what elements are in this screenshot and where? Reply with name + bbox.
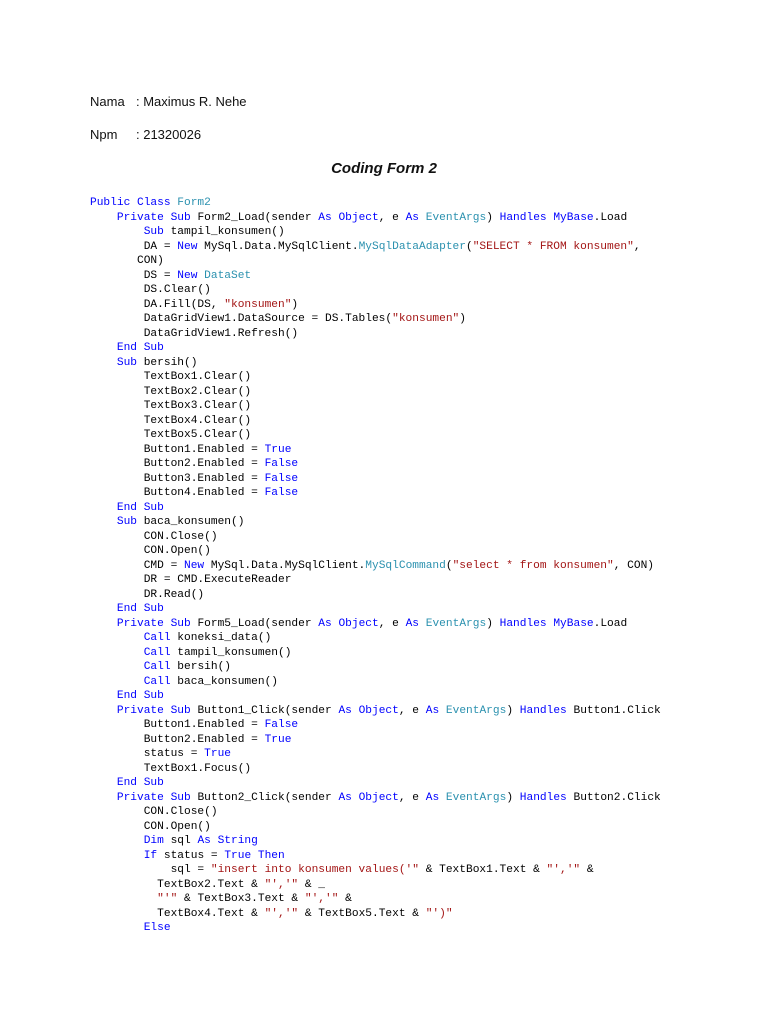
code-keyword: End Sub	[116, 342, 164, 354]
code-text: DS =	[90, 269, 178, 282]
code-text: &	[338, 893, 352, 905]
code-text: TextBox1.Clear()	[90, 371, 252, 383]
code-type: EventArgs	[445, 704, 507, 717]
code-keyword: As Object	[318, 211, 379, 224]
code-text: status =	[163, 849, 225, 862]
code-keyword: Call	[143, 646, 178, 659]
code-line	[90, 196, 661, 211]
code-text	[90, 893, 157, 905]
code-string: "')"	[425, 907, 453, 920]
code-line	[90, 327, 661, 342]
code-type: MySqlCommand	[365, 559, 446, 572]
code-keyword: Private Sub	[116, 704, 198, 717]
code-text: Button1.Enabled =	[90, 719, 265, 731]
code-text	[90, 835, 144, 847]
code-keyword: Private Sub	[116, 211, 198, 224]
code-keyword: As	[405, 211, 426, 224]
code-text	[90, 603, 117, 615]
code-line	[90, 704, 661, 719]
code-text: .Load	[593, 617, 628, 630]
code-keyword: True	[204, 748, 231, 760]
code-text: DR = CMD.ExecuteReader	[90, 574, 292, 586]
code-line	[90, 675, 661, 690]
code-keyword: New	[177, 240, 205, 253]
code-line	[90, 573, 661, 588]
code-type: EventArgs	[445, 791, 507, 804]
code-text	[90, 777, 117, 789]
code-text: baca_konsumen()	[177, 675, 279, 688]
code-keyword: True Then	[224, 849, 285, 862]
code-text: & _	[298, 878, 325, 891]
code-text: Form5_Load(sender	[197, 617, 319, 630]
code-line	[90, 689, 661, 704]
code-text: MySql.Data.MySqlClient.	[210, 559, 366, 572]
code-string: "konsumen"	[392, 313, 460, 325]
code-text: .Load	[593, 211, 628, 224]
code-text: baca_konsumen()	[143, 516, 245, 528]
nama-value: : Maximus R. Nehe	[136, 94, 247, 109]
code-text	[90, 632, 144, 644]
code-keyword: Private Sub	[116, 791, 198, 804]
code-text: , e	[378, 617, 406, 630]
code-text: CMD =	[90, 559, 184, 572]
code-line	[90, 762, 661, 777]
code-line	[90, 385, 661, 400]
code-keyword: True	[264, 733, 292, 746]
code-keyword: False	[264, 472, 299, 485]
code-text: CON.Open()	[90, 545, 211, 557]
code-text: Button1.Enabled =	[90, 443, 265, 456]
code-line	[90, 588, 661, 603]
code-line	[90, 921, 661, 936]
code-text: DA =	[90, 240, 178, 253]
code-text: TextBox2.Clear()	[90, 385, 252, 398]
code-string: "select * from konsumen"	[452, 559, 614, 572]
code-keyword: True	[264, 443, 292, 456]
code-text: )	[486, 617, 500, 630]
code-keyword: Dim	[143, 835, 171, 847]
code-line	[90, 820, 661, 835]
code-line	[90, 834, 661, 849]
code-keyword: New	[177, 269, 205, 282]
code-line	[90, 530, 661, 545]
code-line	[90, 544, 661, 559]
code-text: Button1.Click	[573, 704, 661, 717]
code-keyword: Private Sub	[116, 617, 198, 630]
code-string: "','"	[304, 893, 339, 905]
code-line	[90, 269, 661, 284]
code-text: , e	[398, 791, 426, 804]
code-text: & TextBox3.Text &	[177, 893, 305, 905]
code-text: )	[506, 791, 520, 804]
code-text: , CON)	[613, 559, 655, 572]
code-line	[90, 646, 661, 661]
code-line	[90, 733, 661, 748]
code-line	[90, 892, 661, 907]
code-line	[90, 341, 661, 356]
code-keyword: False	[264, 487, 299, 499]
code-line	[90, 399, 661, 414]
code-keyword: As Object	[338, 704, 399, 717]
code-text: )	[291, 298, 299, 311]
code-string: "konsumen"	[224, 298, 292, 311]
code-line	[90, 805, 661, 820]
code-text	[90, 212, 117, 224]
code-string: "','"	[264, 907, 299, 920]
code-text	[90, 226, 144, 238]
code-line	[90, 486, 661, 501]
code-text: )	[506, 704, 520, 717]
code-text	[90, 647, 144, 659]
code-line	[90, 718, 661, 733]
code-line	[90, 472, 661, 487]
code-text: TextBox4.Text &	[90, 907, 265, 920]
code-keyword: Sub	[116, 356, 144, 369]
code-text: CON.Close()	[90, 530, 218, 543]
code-string: "insert into konsumen values('"	[210, 864, 419, 876]
code-text: )	[486, 211, 500, 224]
code-line	[90, 283, 661, 298]
code-text: CON.Close()	[90, 806, 218, 818]
code-text: , e	[378, 211, 406, 224]
code-text: (	[465, 240, 473, 253]
npm-row	[90, 127, 201, 142]
code-text: TextBox1.Focus()	[90, 762, 252, 775]
code-type: Form2	[177, 197, 211, 209]
code-text	[90, 342, 117, 354]
code-keyword: Else	[143, 922, 171, 934]
code-text: Button2.Click	[573, 791, 661, 804]
code-keyword: End Sub	[116, 777, 164, 789]
code-line	[90, 878, 661, 893]
code-keyword: End Sub	[116, 501, 164, 514]
code-line	[90, 617, 661, 632]
code-keyword: Public Class	[90, 197, 178, 209]
code-line	[90, 356, 661, 371]
code-text: TextBox3.Clear()	[90, 400, 252, 412]
code-keyword: False	[264, 458, 299, 470]
code-keyword: As	[425, 704, 446, 717]
code-keyword: Handles MyBase	[499, 211, 594, 224]
code-text: ,	[633, 240, 641, 253]
code-line	[90, 660, 661, 675]
code-line	[90, 370, 661, 385]
code-keyword: Sub	[143, 226, 171, 238]
code-keyword: Call	[143, 661, 178, 673]
code-line	[90, 240, 661, 255]
code-text: DataGridView1.DataSource = DS.Tables(	[90, 313, 393, 325]
code-text: bersih()	[143, 356, 198, 369]
code-text	[90, 618, 117, 630]
code-line	[90, 211, 661, 226]
code-type: EventArgs	[425, 617, 487, 630]
code-line	[90, 559, 661, 574]
code-text: DA.Fill(DS,	[90, 298, 225, 311]
code-keyword: Handles MyBase	[499, 617, 594, 630]
code-line	[90, 602, 661, 617]
npm-value: : 21320026	[136, 127, 202, 142]
code-keyword: As String	[197, 835, 258, 847]
code-text: & TextBox5.Text &	[298, 907, 426, 920]
code-text: TextBox5.Clear()	[90, 429, 252, 441]
code-line	[90, 863, 661, 878]
code-line	[90, 457, 661, 472]
code-line	[90, 428, 661, 443]
code-line	[90, 747, 661, 762]
code-line	[90, 515, 661, 530]
code-keyword: False	[264, 719, 299, 731]
code-line	[90, 312, 661, 327]
code-text	[90, 690, 117, 702]
nama-row	[90, 94, 247, 109]
code-text: Form2_Load(sender	[197, 211, 319, 224]
code-text: CON.Open()	[90, 820, 211, 833]
code-keyword: Call	[143, 675, 178, 688]
code-text: Button2.Enabled =	[90, 458, 265, 470]
code-text: )	[459, 313, 466, 325]
code-text	[90, 676, 144, 688]
code-text	[90, 661, 144, 673]
code-line	[90, 791, 661, 806]
code-line	[90, 298, 661, 313]
code-text: koneksi_data()	[177, 632, 272, 644]
code-text: bersih()	[177, 661, 232, 673]
code-keyword: As	[405, 617, 426, 630]
code-line	[90, 631, 661, 646]
code-keyword: As Object	[338, 791, 399, 804]
code-text	[90, 705, 117, 717]
code-string: "SELECT * FROM konsumen"	[472, 240, 634, 253]
code-text: CON)	[90, 255, 164, 267]
code-line	[90, 414, 661, 429]
code-keyword: New	[184, 559, 211, 572]
code-line	[90, 849, 661, 864]
code-type: MySqlDataAdapter	[358, 240, 466, 253]
code-keyword: As	[425, 791, 446, 804]
code-text: tampil_konsumen()	[177, 646, 292, 659]
code-text	[90, 850, 144, 862]
code-text: TextBox4.Clear()	[90, 414, 252, 427]
code-text: sql	[170, 835, 198, 847]
code-text: TextBox2.Text &	[90, 878, 265, 891]
code-text	[90, 502, 117, 514]
nama-label: Nama	[90, 94, 125, 109]
code-text: Button3.Enabled =	[90, 472, 265, 485]
code-text	[90, 516, 117, 528]
code-line	[90, 776, 661, 791]
code-text: Button2_Click(sender	[197, 791, 339, 804]
code-line	[90, 254, 661, 269]
code-line	[90, 907, 661, 922]
code-text: DR.Read()	[90, 588, 205, 601]
code-type: EventArgs	[425, 211, 487, 224]
code-string: "','"	[546, 864, 581, 876]
code-keyword: End Sub	[116, 603, 164, 615]
code-block	[90, 196, 661, 936]
code-text: , e	[398, 704, 426, 717]
code-keyword: If	[143, 849, 164, 862]
code-text	[90, 922, 144, 934]
code-keyword: As Object	[318, 617, 379, 630]
code-keyword: End Sub	[116, 690, 164, 702]
code-text: & TextBox1.Text &	[418, 864, 547, 876]
code-text: Button1_Click(sender	[197, 704, 339, 717]
page-title: Coding Form 2	[331, 160, 437, 177]
code-text: Button4.Enabled =	[90, 487, 265, 499]
code-text: &	[580, 864, 594, 876]
code-text: Button2.Enabled =	[90, 733, 265, 746]
code-text: (	[445, 559, 453, 572]
code-keyword: Sub	[116, 516, 144, 528]
code-string: "'"	[157, 893, 178, 905]
code-keyword: Handles	[519, 704, 574, 717]
code-text	[90, 792, 117, 804]
code-keyword: Handles	[519, 791, 574, 804]
code-text: status =	[90, 748, 205, 760]
code-text: MySql.Data.MySqlClient.	[204, 240, 359, 253]
code-line	[90, 501, 661, 516]
code-text: sql =	[90, 864, 211, 876]
code-text	[90, 357, 117, 369]
code-text: DataGridView1.Refresh()	[90, 327, 299, 340]
code-line	[90, 443, 661, 458]
npm-label: Npm	[90, 127, 118, 142]
code-string: "','"	[264, 878, 299, 891]
code-keyword: Call	[143, 632, 178, 644]
code-text: DS.Clear()	[90, 284, 211, 296]
code-text: tampil_konsumen()	[170, 226, 285, 238]
code-line	[90, 225, 661, 240]
code-type: DataSet	[204, 269, 252, 282]
